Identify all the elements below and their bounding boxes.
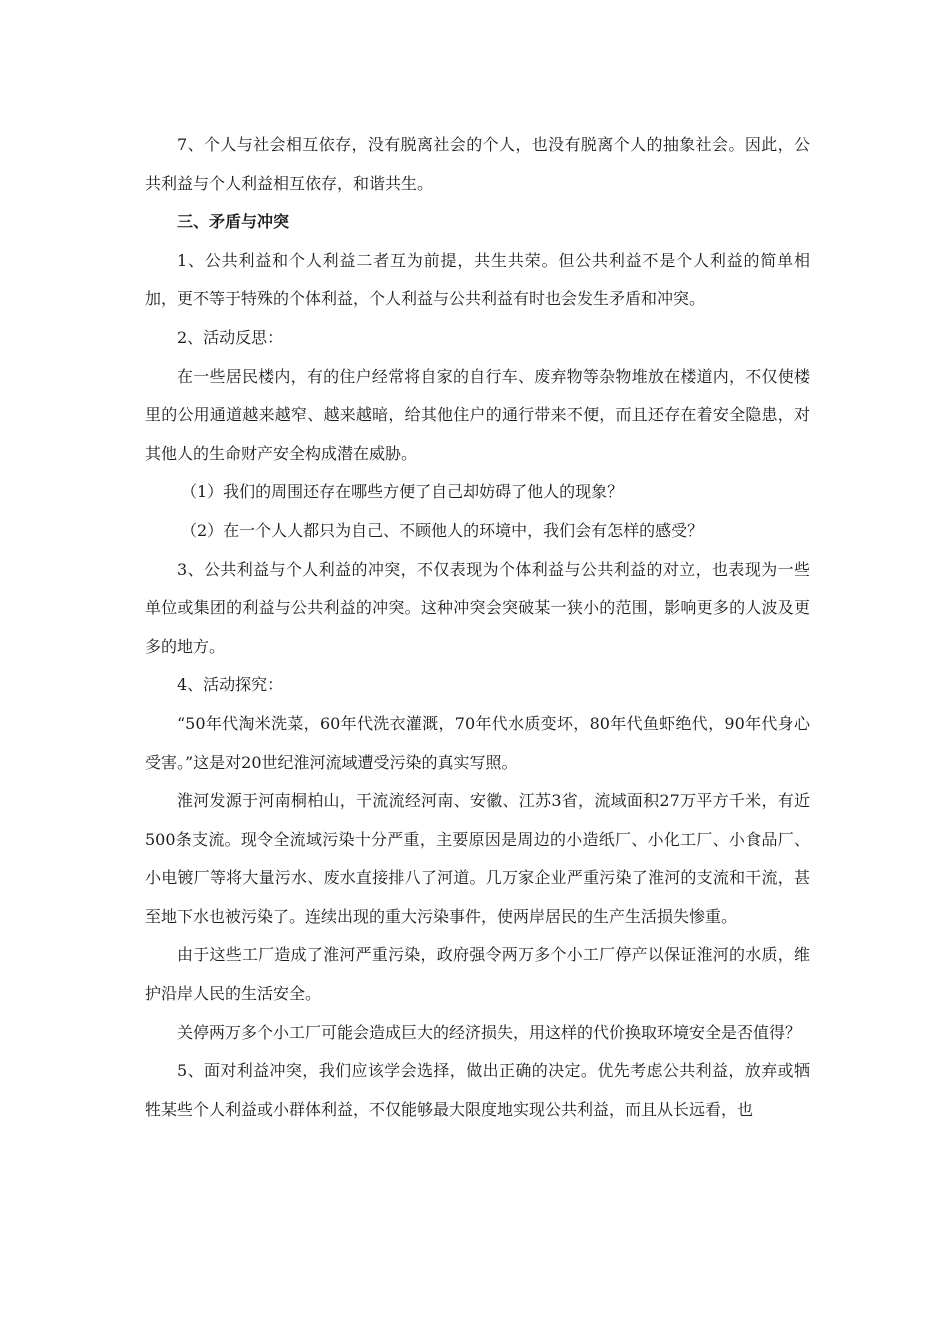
paragraph-conflict-5: 5、面对利益冲突，我们应该学会选择，做出正确的决定。优先考虑公共利益，放弃或牺牲某些个人利益或小群体利益，不仅能够最大限度地实现公共利益，而且从长远看，也 (145, 1061, 810, 1119)
document-body (145, 126, 810, 1129)
paragraph-7: 7、个人与社会相互依存，没有脱离社会的个人，也没有脱离个人的抽象社会。因此，公共利益与个人利益相互依存，和谐共生。 (145, 135, 810, 193)
paragraph-activity-inquiry: 4、活动探究： (177, 675, 284, 695)
paragraph-government: 由于这些工厂造成了淮河严重污染，政府强令两万多个小工厂停产以保证淮河的水质，维护沿岸人民的生活安全。 (145, 945, 810, 1004)
paragraph-residents-case: 在一些居民楼内，有的住户经常将自家的自行车、废弃物等杂物堆放在楼道内，不仅使楼里的公用通道越来越窄、越来越暗，给其他住户的通行带来不便，而且还存在着安全隐患，对其他人的生命财产安全构成潜在威胁。 (145, 366, 810, 463)
section-heading-3: 三、矛盾与冲突 (177, 212, 290, 232)
paragraph-conflict-3: 3、公共利益与个人利益的冲突，不仅表现为个体利益与公共利益的对立，也表现为一些单位或集团的利益与公共利益的冲突。这种冲突会突破某一狭小的范围，影响更多的人波及更多的地方。 (145, 559, 810, 656)
paragraph-huai-river: 淮河发源于河南桐柏山，干流流经河南、安徽、江苏3省，流域面积27万平方千米，有近500条支流。现令全流域污染十分严重，主要原因是周边的小造纸厂、小化工厂、小食品厂、小电镀厂等将大量污水、废水直接排八了河道。几万家企业严重污染了淮河的支流和干流，甚至地下水也被污染了。连续出现的重大污染事件，使两岸居民的生产生活损失惨重。 (145, 791, 810, 926)
paragraph-activity-reflection: 2、活动反思： (177, 327, 284, 347)
paragraph-question: 关停两万多个小工厂可能会造成巨大的经济损失，用这样的代价换取环境安全是否值得？ (177, 1022, 802, 1042)
paragraph-conflict-1: 1、公共利益和个人利益二者互为前提，共生共荣。但公共利益不是个人利益的简单相加，更不等于特殊的个体利益，个人利益与公共利益有时也会发生矛盾和冲突。 (145, 250, 810, 309)
question-1: （1）我们的周围还存在哪些方便了自己却妨碍了他人的现象？ (181, 482, 624, 502)
paragraph-quote: “50年代淘米洗菜，60年代洗衣灌溉，70年代水质变坏，80年代鱼虾绝代，90年代身心受害。”这是对20世纪淮河流域遭受污染的真实写照。 (145, 713, 810, 772)
question-2: （2）在一个人人都只为自己、不顾他人的环境中，我们会有怎样的感受？ (181, 520, 704, 540)
